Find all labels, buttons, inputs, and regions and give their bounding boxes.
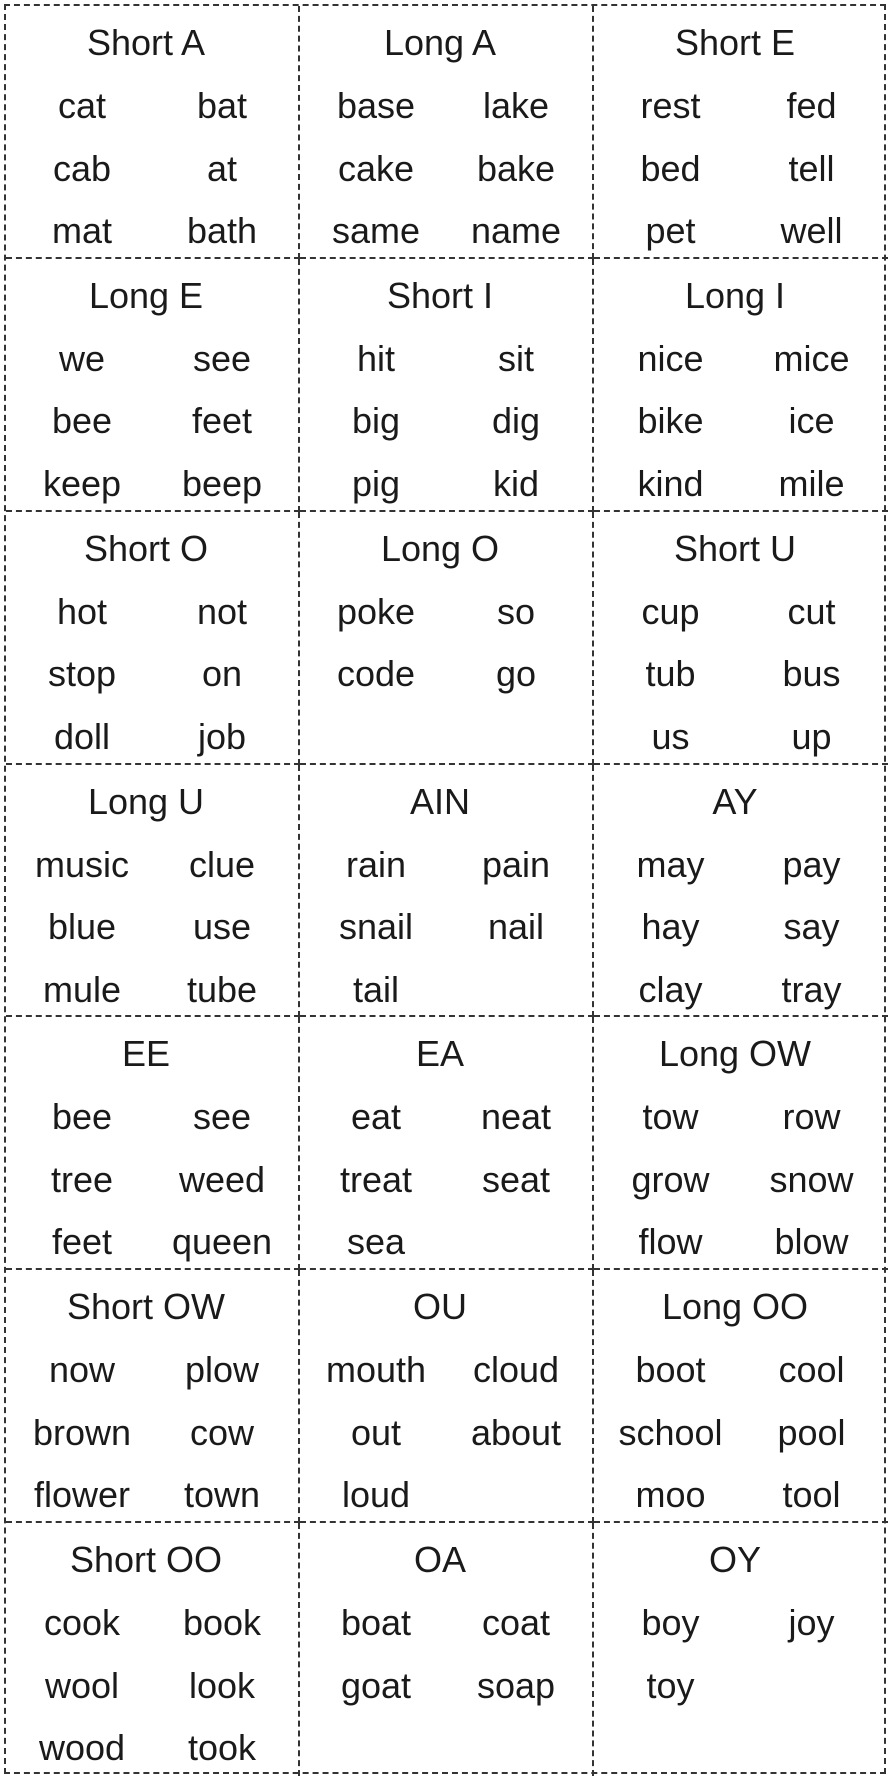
word-card <box>594 765 888 1018</box>
word: mouth <box>325 1349 427 1391</box>
word: about <box>470 1411 562 1453</box>
word: coat <box>481 1602 551 1644</box>
word: job <box>197 715 247 757</box>
word: tail <box>352 968 400 1010</box>
word: took <box>187 1727 257 1769</box>
word: out <box>350 1411 402 1453</box>
word-card <box>594 6 888 259</box>
word-card <box>300 512 594 765</box>
word: pet <box>645 210 696 251</box>
word: treat <box>339 1158 413 1200</box>
card-title: Short U <box>673 527 797 569</box>
word: cook <box>43 1602 121 1644</box>
word-list <box>16 337 288 525</box>
word-list <box>310 1348 582 1536</box>
card-title: Short OW <box>66 1286 226 1328</box>
word: say <box>783 906 840 948</box>
word-card <box>6 1523 300 1776</box>
card-title: AIN <box>409 780 470 822</box>
word: up <box>791 715 832 757</box>
word: soap <box>476 1664 556 1706</box>
word: dig <box>491 400 541 442</box>
word: clay <box>638 968 703 1010</box>
word-list <box>310 843 582 1031</box>
word <box>745 1726 878 1789</box>
word-list <box>604 84 878 272</box>
word: at <box>206 147 238 189</box>
word: on <box>201 653 243 695</box>
word: book <box>182 1602 262 1644</box>
word-list <box>310 84 582 272</box>
word: joy <box>788 1602 835 1644</box>
word: plow <box>184 1349 260 1391</box>
word-card <box>594 259 888 512</box>
word: beep <box>181 462 263 504</box>
word-list <box>310 1095 582 1283</box>
word-list <box>604 1601 878 1789</box>
word: pig <box>351 462 401 504</box>
word: bed <box>640 147 701 189</box>
card-title: Long I <box>684 274 786 316</box>
word-list <box>604 1095 878 1283</box>
word: loud <box>341 1474 411 1516</box>
word: seat <box>481 1158 551 1200</box>
word: weed <box>178 1158 266 1200</box>
word: wood <box>38 1727 126 1769</box>
word <box>604 1726 737 1789</box>
word-list <box>310 590 582 778</box>
word-list <box>310 337 582 525</box>
word-card <box>6 259 300 512</box>
word: base <box>336 85 416 126</box>
word: tube <box>186 968 258 1010</box>
word-list <box>16 590 288 778</box>
word: neat <box>480 1096 552 1138</box>
word-list <box>16 1601 288 1789</box>
word: now <box>48 1349 116 1391</box>
word: see <box>192 337 252 379</box>
word: clue <box>188 843 256 885</box>
word: bee <box>51 1096 113 1138</box>
word: bake <box>476 147 556 189</box>
word: nail <box>487 906 545 948</box>
word-card <box>594 1523 888 1776</box>
word: cool <box>778 1349 845 1391</box>
card-title: Short A <box>86 22 206 63</box>
word: feet <box>51 1221 113 1263</box>
word: cat <box>57 85 107 126</box>
word: mice <box>773 337 850 379</box>
word: eat <box>350 1096 402 1138</box>
card-title: OY <box>708 1539 761 1581</box>
phonics-word-sheet <box>4 4 886 1774</box>
word: cow <box>189 1411 255 1453</box>
word: well <box>780 210 843 251</box>
word-list <box>604 843 878 1031</box>
word-card <box>6 1270 300 1523</box>
word: queen <box>171 1221 273 1263</box>
word-list <box>16 1095 288 1283</box>
word-card <box>594 512 888 765</box>
word: look <box>188 1664 256 1706</box>
card-title: Short OO <box>69 1539 223 1581</box>
word-card <box>300 765 594 1018</box>
word: cut <box>787 590 836 632</box>
word: brown <box>32 1411 132 1453</box>
word: rain <box>345 843 407 885</box>
word-card <box>6 512 300 765</box>
word: music <box>34 843 129 885</box>
word: stop <box>47 653 117 695</box>
word-card <box>300 1523 594 1776</box>
word: mat <box>51 210 112 251</box>
word <box>310 1726 442 1789</box>
word: tree <box>50 1158 114 1200</box>
word-card <box>300 1017 594 1270</box>
word: hot <box>56 590 108 632</box>
card-title: OA <box>413 1539 466 1581</box>
word: may <box>636 843 705 885</box>
word-card <box>6 765 300 1018</box>
word: pool <box>777 1411 846 1453</box>
word-list <box>604 590 878 778</box>
word: blow <box>774 1221 849 1263</box>
word: poke <box>336 590 416 632</box>
word: cake <box>337 147 415 189</box>
card-title: Long U <box>87 780 205 822</box>
card-title: Long A <box>383 22 497 63</box>
word: sit <box>498 337 534 379</box>
word: doll <box>53 715 111 757</box>
word: go <box>495 653 537 695</box>
word: flow <box>638 1221 703 1263</box>
card-title: Short E <box>674 22 796 63</box>
word: see <box>192 1096 252 1138</box>
word: not <box>196 590 248 632</box>
word: us <box>651 715 690 757</box>
word <box>745 1664 878 1727</box>
word: ice <box>788 400 835 442</box>
word: cab <box>52 147 112 189</box>
word: toy <box>646 1664 695 1706</box>
word-card <box>594 1017 888 1270</box>
word: pay <box>782 843 841 885</box>
word: school <box>618 1411 723 1453</box>
word: kid <box>492 462 540 504</box>
word: use <box>192 906 252 948</box>
word: wool <box>44 1664 120 1706</box>
word: rest <box>640 85 701 126</box>
word: big <box>351 400 401 442</box>
word: code <box>336 653 416 695</box>
word: keep <box>42 462 122 504</box>
card-title: Long OW <box>658 1033 812 1075</box>
word: boat <box>340 1602 412 1644</box>
word-list <box>604 1348 878 1536</box>
word: so <box>496 590 536 632</box>
word: tool <box>782 1474 841 1516</box>
card-title: EE <box>121 1033 171 1075</box>
word: cloud <box>472 1349 560 1391</box>
word-list <box>310 1601 582 1789</box>
word-card <box>594 1270 888 1523</box>
word: fed <box>786 85 837 126</box>
word: grow <box>631 1158 710 1200</box>
card-title: AY <box>712 780 758 822</box>
word: lake <box>482 85 550 126</box>
word: name <box>470 210 562 251</box>
word-card-grid <box>4 4 886 1774</box>
word-list <box>604 337 878 525</box>
card-title: Long OO <box>661 1286 809 1328</box>
word <box>450 1726 582 1789</box>
word-card <box>300 259 594 512</box>
word: bike <box>637 400 704 442</box>
word: feet <box>191 400 253 442</box>
word: we <box>58 337 106 379</box>
word: blue <box>47 906 117 948</box>
word: goat <box>340 1664 412 1706</box>
word: same <box>331 210 421 251</box>
word: bus <box>782 653 841 695</box>
word: row <box>782 1096 841 1138</box>
word-card <box>300 6 594 259</box>
word: flower <box>33 1474 131 1516</box>
card-title: Short O <box>83 527 209 569</box>
word: mule <box>42 968 122 1010</box>
word: hit <box>356 337 396 379</box>
word: bee <box>51 400 113 442</box>
word: tell <box>788 147 835 189</box>
word: pain <box>481 843 551 885</box>
card-title: EA <box>415 1033 465 1075</box>
word: cup <box>641 590 700 632</box>
word-card <box>6 1017 300 1270</box>
card-title: Long E <box>88 274 204 316</box>
word: tow <box>642 1096 699 1138</box>
word: tray <box>781 968 842 1010</box>
word-list <box>16 843 288 1031</box>
word: moo <box>635 1474 706 1516</box>
word: snail <box>338 906 414 948</box>
word: mile <box>778 462 845 504</box>
word-list <box>16 1348 288 1536</box>
word: hay <box>641 906 700 948</box>
card-title: Short I <box>386 274 494 316</box>
word: sea <box>346 1221 406 1263</box>
word: boot <box>635 1349 706 1391</box>
word: kind <box>637 462 704 504</box>
word: boy <box>641 1602 700 1644</box>
word-list <box>16 84 288 272</box>
word: snow <box>769 1158 854 1200</box>
word: bat <box>196 85 248 126</box>
word: tub <box>645 653 696 695</box>
word-card <box>300 1270 594 1523</box>
word: town <box>183 1474 261 1516</box>
word: nice <box>637 337 704 379</box>
card-title: OU <box>413 1286 467 1328</box>
word: bath <box>186 210 258 251</box>
word-card <box>6 6 300 259</box>
card-title: Long O <box>380 527 500 569</box>
